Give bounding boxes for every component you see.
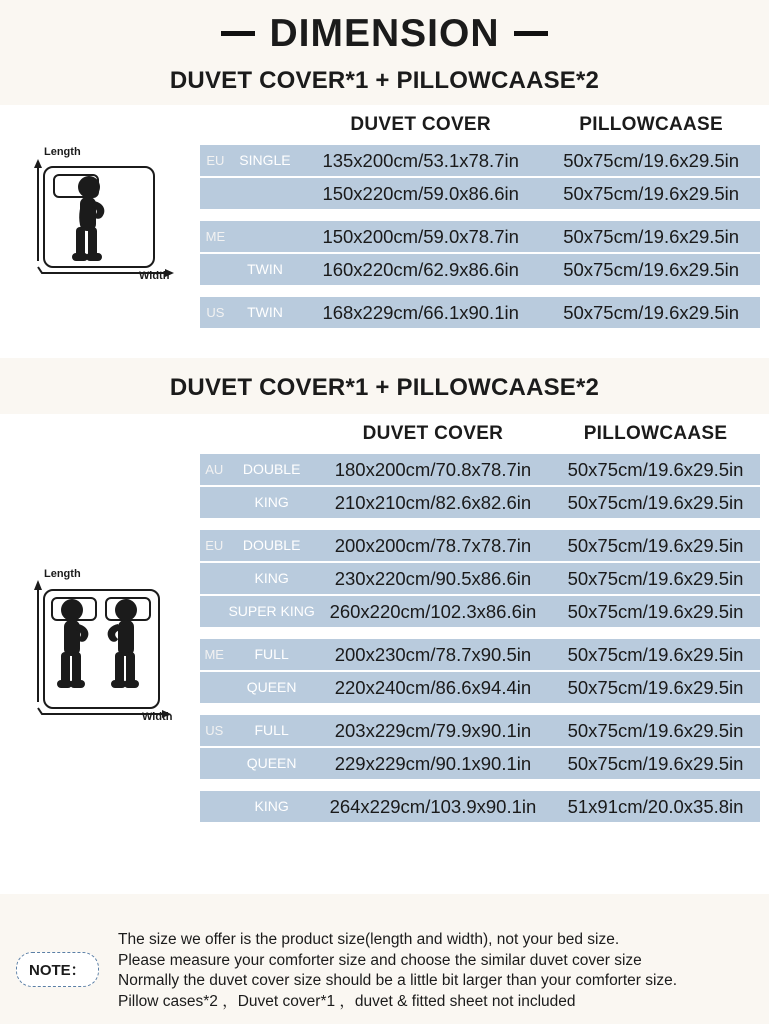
row-region xyxy=(200,791,228,822)
row-duvet: 168x229cm/66.1x90.1in xyxy=(299,297,542,328)
row-size xyxy=(231,178,299,209)
row-size: KING xyxy=(228,791,314,822)
bed-illustration-double-svg xyxy=(14,562,204,742)
size-table-2-body xyxy=(200,454,760,822)
row-duvet: 210x210cm/82.6x82.6in xyxy=(315,487,551,518)
row-size: QUEEN xyxy=(228,748,314,779)
column-header-duvet-1: DUVET COVER xyxy=(350,114,491,135)
width-label-2: Width xyxy=(142,711,173,723)
row-pillow: 50x75cm/19.6x29.5in xyxy=(551,487,760,518)
section-1-band xyxy=(0,105,769,358)
table-row xyxy=(200,672,760,703)
row-pillow: 50x75cm/19.6x29.5in xyxy=(551,563,760,594)
bed-illustration-single xyxy=(14,141,194,301)
row-size: SUPER KING xyxy=(228,596,314,627)
row-pillow: 50x75cm/19.6x29.5in xyxy=(542,254,760,285)
row-duvet: 135x200cm/53.1x78.7in xyxy=(299,145,542,176)
section-2-title: DUVET COVER*1 + PILLOWCAASE*2 xyxy=(169,374,600,401)
section-1-title: DUVET COVER*1 + PILLOWCAASE*2 xyxy=(169,67,600,94)
row-region: US xyxy=(200,297,231,328)
column-header-duvet-2: DUVET COVER xyxy=(362,423,504,444)
table-row xyxy=(200,178,760,209)
row-region xyxy=(200,748,228,779)
title-dash-left xyxy=(221,31,255,36)
size-table-2 xyxy=(200,414,760,824)
table-row xyxy=(200,145,760,176)
row-region: AU xyxy=(200,454,228,485)
table-row xyxy=(200,487,760,518)
row-size: FULL xyxy=(228,639,314,670)
size-table-2-head xyxy=(200,416,760,452)
width-label-1: Width xyxy=(139,270,170,282)
row-size: DOUBLE xyxy=(228,454,314,485)
row-region xyxy=(200,487,228,518)
row-region: EU xyxy=(200,145,231,176)
row-size: KING xyxy=(228,563,314,594)
row-region xyxy=(200,178,231,209)
row-pillow: 50x75cm/19.6x29.5in xyxy=(551,715,760,746)
bed-illustration-double xyxy=(14,562,204,742)
table-row xyxy=(200,748,760,779)
column-header-pillow-2: PILLOWCAASE xyxy=(583,423,728,444)
table-row xyxy=(200,221,760,252)
row-duvet: 203x229cm/79.9x90.1in xyxy=(315,715,551,746)
row-size: FULL xyxy=(228,715,314,746)
row-pillow: 50x75cm/19.6x29.5in xyxy=(551,639,760,670)
row-duvet: 260x220cm/102.3x86.6in xyxy=(315,596,551,627)
size-table-1 xyxy=(200,105,760,330)
column-header-pillow-1: PILLOWCAASE xyxy=(579,114,723,135)
title-dash-right xyxy=(514,31,548,36)
row-duvet: 200x230cm/78.7x90.5in xyxy=(315,639,551,670)
row-pillow: 50x75cm/19.6x29.5in xyxy=(542,178,760,209)
note-line-1: The size we offer is the product size(length and width), not your bed size. xyxy=(118,931,620,948)
note-line-2: Please measure your comforter size and choose the similar duvet cover size xyxy=(118,951,642,969)
row-pillow: 50x75cm/19.6x29.5in xyxy=(542,221,760,252)
page-title: DIMENSION xyxy=(269,12,500,55)
row-region: EU xyxy=(200,530,228,561)
table-row xyxy=(200,715,760,746)
page-title-row xyxy=(0,0,769,53)
row-region: ME xyxy=(200,639,228,670)
note-line-3: Normally the duvet cover size should be a little bit larger than your comforter size. xyxy=(118,972,678,990)
row-duvet: 229x229cm/90.1x90.1in xyxy=(315,748,551,779)
section-2-band xyxy=(0,414,769,894)
note-line-4: Pillow cases*2 ，Duvet cover*1 ，duvet & fitted sheet not included xyxy=(118,992,576,1010)
row-size xyxy=(231,221,299,252)
row-pillow: 50x75cm/19.6x29.5in xyxy=(542,145,760,176)
row-duvet: 160x220cm/62.9x86.6in xyxy=(299,254,542,285)
row-size: TWIN xyxy=(231,254,299,285)
table-row xyxy=(200,454,760,485)
table-row xyxy=(200,791,760,822)
table-row xyxy=(200,530,760,561)
row-duvet: 230x220cm/90.5x86.6in xyxy=(315,563,551,594)
table-row xyxy=(200,563,760,594)
row-region xyxy=(200,596,228,627)
table-row xyxy=(200,297,760,328)
row-duvet: 220x240cm/86.6x94.4in xyxy=(315,672,551,703)
size-table-1-body xyxy=(200,145,760,328)
row-region xyxy=(200,254,231,285)
table-row xyxy=(200,596,760,627)
note-text-block xyxy=(118,930,763,1012)
row-duvet: 150x220cm/59.0x86.6in xyxy=(299,178,542,209)
row-pillow: 50x75cm/19.6x29.5in xyxy=(551,672,760,703)
row-duvet: 180x200cm/70.8x78.7in xyxy=(315,454,551,485)
row-region: US xyxy=(200,715,228,746)
row-duvet: 150x200cm/59.0x78.7in xyxy=(299,221,542,252)
row-region: ME xyxy=(200,221,231,252)
row-size: QUEEN xyxy=(228,672,314,703)
row-size: SINGLE xyxy=(231,145,299,176)
row-duvet: 200x200cm/78.7x78.7in xyxy=(315,530,551,561)
row-size: TWIN xyxy=(231,297,299,328)
size-table-1-head xyxy=(200,107,760,143)
note-section xyxy=(0,926,769,1024)
table-row xyxy=(200,254,760,285)
table-row xyxy=(200,639,760,670)
row-pillow: 50x75cm/19.6x29.5in xyxy=(551,596,760,627)
row-size: DOUBLE xyxy=(228,530,314,561)
row-pillow: 50x75cm/19.6x29.5in xyxy=(551,748,760,779)
row-pillow: 50x75cm/19.6x29.5in xyxy=(542,297,760,328)
length-label-1: Length xyxy=(44,146,81,158)
row-region xyxy=(200,563,228,594)
row-region xyxy=(200,672,228,703)
length-label-2: Length xyxy=(44,568,81,580)
note-badge: NOTE： xyxy=(16,952,99,987)
row-duvet: 264x229cm/103.9x90.1in xyxy=(315,791,551,822)
row-pillow: 51x91cm/20.0x35.8in xyxy=(551,791,760,822)
row-pillow: 50x75cm/19.6x29.5in xyxy=(551,454,760,485)
row-pillow: 50x75cm/19.6x29.5in xyxy=(551,530,760,561)
row-size: KING xyxy=(228,487,314,518)
